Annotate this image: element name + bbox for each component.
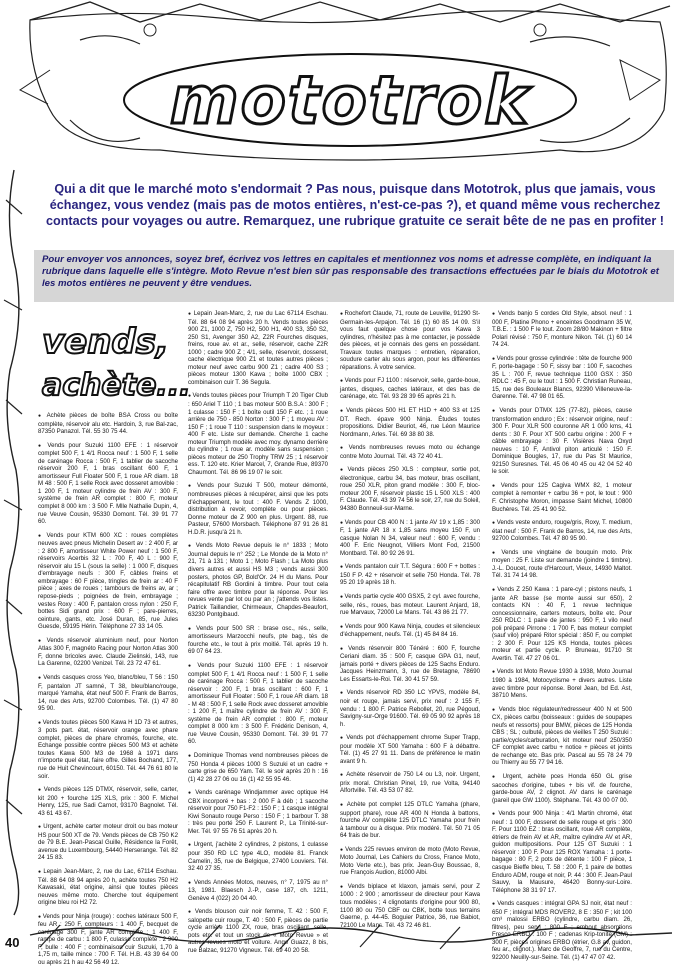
- classified-ad: ● Vends pour KTM 600 XC : roues complètes neuves avec pneus Michelin Desert av : 2 400 F, ar : 2 800 F, amortisseur White Power neuf : 1 500 F, réservoirs Acerbis 32 L : 700 F, 40 L : 900 F, réservoir alu 15 L (sous la selle) : 1 000 F, disques d'embrayage neufs : 300 F, câbles freins et embrayage : 60 F pièce, tringles de frein ar : 40 F pièce ; axes de roues ; tambours de freins av, ar ; repose-pieds ; poignées de frein, embrayage ; vestes Roxy : 400 F, pantalon cross nylon : 250 F, bottes Sidi grand prix : 600 F ; pare-pierres, ceinture, gants, etc. José Duran, 85, rue Jules Guesde, 59195 Hérin. Téléphone 27 33 14 05.: [38, 532, 178, 631]
- logo-wordmark: mototrok: [169, 61, 531, 139]
- classified-ad: ● Vends blouson cuir noir femme, T. 42 : 500 F, salopette cuir rouge, T. 40 : 500 F, pièces de partie cycle arrière 1100 ZX, roue, bras oscillant, selle, pots etc. et tout un stock de « Moto Revue » et autres revues moto et voiture. Ange Guazz, 8 bis, rue Balzac, 91270 Vigneux. Tél. 69 40 20 58.: [188, 908, 328, 954]
- classified-ad: ● Vends pour Suzuki 1100 EFE : 1 réservoir complet 500 F, 1 4/1 Rocca neuf : 1 500 F, 1 selle de carénage Rocca : 500 F, 1 tablier de sacoche réservoir 200 F, 1 bras oscillant 600 F, 1 amortisseur Full Floater 500 F, 1 roue AR diam. 18 M 48 : 500 F, 1 selle Rock avec dosseret amovible : 1 200 F, 1 moteur cylindre de frein AV : 300 F, système de frein AR complet : 800 F, moteur complet 8 000 km : 3 500 F. Mlle Nathalie Dupin, 4, rue Veuve Cousin, 95330 Domont. Tél. 39 91 77 60.: [38, 442, 178, 526]
- classified-ad: ● Vends pour 900 Ninja : 4/1 Martin chromé, état neuf : 1 000 F, dosseret de selle rouge et gris : 300 F. Pour 1100 EZ : bras oscillant, roue AR complète, étriers de frein AV et AR, maître cylindre AV et AR, guidon multipositions. Pour 125 GT Suzuki : 1 réservoir : 100 F. Pour 125 ROX Yamaha : 1 porte-bagage : 80 F, 2 pots de détente : 100 F pièce, 1 casque Bieffe bleu, T. 58 : 200 F, 1 paire de bottes Enduro ADM, rouge et noir, P. 44 : 300 F. Jean-Paul Sauvy, la Mausure, 46420 Bonny-sur-Loire. Téléphone 38 31 97 17.: [492, 810, 632, 894]
- classifieds-column-4: [492, 310, 632, 962]
- classified-ad: ● Vends une vingtaine de bouquin moto. Prix moyen : 25 F. Liste sur demande (joindre 1 timbre). J.-L. Doucet, route d'Harcourt, Vieux, 14930 Maltot. Tél. 31 74 14 98.: [492, 549, 632, 580]
- classified-ad: ● Lepain Jean-Marc, 2, rue du Lac 67114 Eschau. Tél. 88 64 08 94 après 20 h. Vends toutes pièces 900 Z1, 1000 Z, 750 H2, 500 H1, 400 S3, 350 S2, 250 S1, Avenger 350 A2, Z2R Fourches disques, freins, roue av. et ar., selle, réservoir, cache Z2R 1000 ; cadre 900 Z ; 4/1, selle, réservoir, dosseret, cache électrique 900 Z1 et toutes autres pièces ; moteur neuf avec carbu 900 Z1 ; cadre 400 S3 ; pièces moteur 1300 Kawa ; boîte 1000 CBX ; combinaison cuir T. 36 Segula.: [188, 310, 328, 386]
- decorative-frame-left: [0, 0, 26, 958]
- classified-ad: ● Vends Moto Revue depuis le n° 1833 ; Moto Journal depuis le n° 252 ; Le Monde de la Moto n° 21, 71 à 131 ; Moto 1 ; Moto Flash ; La Moto plus divers autres et aussi HS M3 ; vends aussi 300 posters, photos GP, Bold'Or. 24 H du Mans. Pour récapitulatif RB Gordini à timbre. Pour tout cela faire offre avec timbre pour la réponse. Pour les revues vente par lot ou par an ; j'attends vos listes. Patrick Taillandier, Chirmeaux, Chapdes-Beaufort, 63230 Pontgibaud.: [188, 542, 328, 618]
- classified-ad: ● Vends pour FJ 1100 : réservoir, selle, garde-boue, jantes, disques, caches latéraux, et des bas de carénage, etc. Tél. 93 28 39 65 après 21 h.: [340, 377, 480, 401]
- classified-ad: ● Vends pièces 125 DTMX, réservoir, selle, carter, kit 200 + fourche 125 XLS, prix : 300 F. Michel Henry, 125, rue Sadi Carnot, 93170 Bagnolet. Tél. 43 61 43 67.: [38, 786, 178, 817]
- classified-ad: ● Vends toutes pièces pour Triumph T 20 Tiger Club : 650 Ariel T 110 ; 1 bas moteur 500 B.S.A : 300 F ; 1 culasse : 150 F ; 1 boîte outil 150 F etc. ; 1 roue arrière de 750 - 850 Norton : 300 F ; 1 moyeu AV : 150 F ; 1 roue T 110 : suspension dans le moyeux : 400 F etc. Liste sur demande. Cherche 1 cache moteur Triumph modèle avec moy. dynamo derrière du cylindre ; 1 roue ar. modèle sans suspension ; pièces moteur de 250 Trophy TRW 25 ; 1 réservoir ess. T. 120 etc. Krier Marcel, 7, Grande Rue, 89370 Chaumont. Tél. 86 96 19 07 le soir.: [188, 392, 328, 476]
- classified-ad: ● Vends Z 250 Kawa : 1 pare-cyl ; pistons neufs, 1 jante AR basse (se monte aussi sur 650), 2 contacts KN : 40 F, 1 revue technique concessionnaire, carters moteurs, boîte etc. Pour 250 RDLC : 1 paire de jantes : 950 F, 1 vilo neuf poli préparé Pirrone : 1 700 F, bas moteur complet (sauf vilo) préparé Ritor spécial : 850 F, ou complet : 2 300 F. Pour 125 KS Honda, toutes pièces moteur et partie cycle. P. Bruneau, 91710 St Avertin. Tél. 47 27 06 01.: [492, 586, 632, 662]
- classified-ad: ● Vends pour 500 SR : brase osc., rés., selle, amortisseurs Marzocchi neufs, pte bag., tés de fourche etc., le tout à prix moitié. Tél. après 19 h. 69 07 64 23.: [188, 625, 328, 656]
- classifieds-column-1: [38, 412, 178, 966]
- classified-ad: ● Vends biplace et klaxon, jamais servi, pour Z 1000 : 2 900 ; amortisseur de directeur pour Kawa tous modèles ; 4 clignotants d'origine pour 900 80, 1100 80 ou 750 CBF ou CBK, botte tous terrains Gaerne, p. 44-45. Boguier Patrice, 36, rue Babiot, 72100 Le Mans. Tél. 43 72 46 81.: [340, 883, 480, 929]
- classified-ad: ● Vends réservoir 800 Ténéré : 600 F, fourche Ceriani diam. 35 : 500 F, casque GPA G1, neuf, jamais porté + divers pièces de 125 Sachs Enduro. Jacques Heinzmann, 3, rue de Bretagne, 78690 Les Essarts-le-Roi. Tél. 30 41 57 59.: [340, 645, 480, 684]
- classified-ad: ● Urgent, achète carter moteur droit ou bas moteur HS pour 500 XT de 79. Vends pièces de CB 750 K2 de 79 B.E. Jean-Pascal Guille, Résidence la Forêt, avenue du Luxembourg, 54440 Herserange. Tél. 82 24 15 83.: [38, 823, 178, 862]
- mototrok-logo: [120, 50, 580, 150]
- classified-ad: ● Vends pour CB 400 N : 1 jante AV 19 x 1,85 : 300 F, 1 jante AR 18 x 1,85 sans moyeu 150 F, un casque Nolan N 34, valeur neuf : 600 F, vendu : 400 F. Eric Neugnot, Villiers Mont Fod, 21500 Montbard. Tél. 80 92 26 91.: [340, 519, 480, 558]
- classifieds-column-2: [188, 310, 328, 955]
- classified-ad: ● Dominique Thomas vend nombreuses pièces de 750 Honda 4 pièces 1000 S Suzuki et un cadre + carte grise de 650 Yam. Tél. le soir après 20 h : 16 (1) 42 28 27 06 ou 16 (1) 42 55 95 46.: [188, 752, 328, 783]
- classified-ad: ● Vends partie cycle 400 GSX5, 2 cyl. avec fourche, selle, rés., roues, bas moteur. Laurent Anjard, 18, rue Marvaux, 72000 Le Mans. Tél. 43 86 21 77.: [340, 593, 480, 617]
- classified-ad: ● Vends casques : intégral GPA SJ noir, état neuf : 650 F ; intégral MDS ROVER2, 8 E : 350 F ; kit 100 cm³ malossi ERBO (cylindre, carbu diam. 26, filtres), peu servi : 800 F ; embout absorptions Fresco ERBO : 100 F ; cadenas Krip-tonite (GM) : 300 F, pièces origines ERBO (étrier, G.8 av, guidon, feu ar., clignot.). Marc de Geoffre, 7, rue du Centre, 92200 Neuilly-sur-Seine. Tél. (1) 47 47 07 42.: [492, 900, 632, 961]
- classified-ad: ● Vends 225 revues environ de moto (Moto Revue, Moto Journal, Les Cahiers du Cross, France Moto, Moto Verte etc.), bas prix. Jean-Guy Boussac, 8, rue François Audion, 81000 Albi.: [340, 846, 480, 877]
- classified-ad: ● Vends casques cross Yeo, blanc/bleu, T 56 : 150 F, pantalon JT samné, T 38, bleu/blanc/rouge, marqué Yamaha, état neuf 500 F. Frank de Barros, 14, rue des Arts, 92700 Colombes. Tél. (1) 47 80 95 90.: [38, 674, 178, 713]
- classified-ad: ● Achète pièces de boîte BSA Cross ou boîte complète, réservoir alu etc. Hardoin, 3, rue Bal-zac, 87350 Panazol. Tél. 55 30 75 44.: [38, 412, 178, 436]
- classified-ad: ● Vends pour Ninja (rouge) : coches latéraux 500 F, feu AR : 250 F, compteurs : 1 400 F, becquet de carénage 300 F, jante AR complète : 1 400 F, rampe de carbu : 1 800 F, culasse complète : 2 900 F, bulle : 400 F ; combinaison cuir Suzuki, 1,70 à 1,75 m, taille mince : 700 F. Tél. H.B. 43 39 64 00 ou après 21 h au 42 56 49 12.: [38, 913, 178, 967]
- classified-ad: ● Lepain Jean-Marc, 2, rue du Lac, 67114 Eschau. Tél. 88 64 08 94 après 20 h, achète toutes 750 H2 Kawasaki, état origine, ainsi que toutes pièces neuves même moto. Cherche tout équipement origine bleu roi H2 72.: [38, 868, 178, 907]
- intro-text: Qui a dit que le marché moto s'endormait ? Pas nous, puisque dans Mototrok, plus que jamais, vous échangez, vous vendez (mais pas de motos entières, n'est-ce-pas ?), et quand même vous recherchez contacts pour voyages ou autre. Remarquez, une rubrique gratuite ce serait bête de ne pas en profiter !: [46, 182, 664, 228]
- classified-ad: ● Vends toutes pièces 500 Kawa H 1D 73 et autres, 3 pots part. état, réservoir orange avec phare complet, pièces de phare chromés, fourche, etc. Echange possible contre pièces 500 M3 et achète toutes Kawa 500 M3 de 1968 à 1971 dans n'importe quel état, faire offre. Gilles Bochand, 177, rue de Huit Chevincourt, 60150. Tél. 44 76 61 80 le soir.: [38, 719, 178, 780]
- classified-ad: ● Urgent, j'achète 2 cylindres, 2 pistons, 1 culasse pour 350 RD LC type 4LO, modèle 81. Franck Camelin, 35, rue de Belgique, 27400 Louviers. Tél. 32 40 27 35.: [188, 841, 328, 872]
- classifieds-column-3: [340, 310, 480, 929]
- classified-ad: ● Vends Années Motos, neuves, n° 7, 1975 au n° 13, 1981. Blaesch J.-P., case 187, ch. 1211, Genève 4 (022) 20 04 40.: [188, 879, 328, 903]
- section-title-line-1: vends,: [42, 322, 169, 362]
- classified-ad: ● Vends pour Suzuki T 500, moteur démonté, nombreuses pièces à récupérer, ainsi que les pots d'échappement, le tout : 400 F. Vends Z 1000, distribution à revoir, complète ou pour pièces. Donne moteur de Z 900 en plus. Urgent. 88, rue Pasteur, 57600 Morsbach. Téléphone 87 91 26 81 H.D.R. jusqu'à 21 h.: [188, 482, 328, 536]
- classified-ad: ● Vends veste enduro, rouge/gris, Roxy, T. medium, état neuf : 500 F. Frank de Barros, 14, rue des Arts, 92700 Colombes. Tél. 47 80 95 90.: [492, 519, 632, 543]
- classified-ad: ● Vends réservoir RD 350 LC YPVS, modèle 84, noir et rouge, jamais servi, prix neuf : 2 155 F, vendu : 1 800 F. Patrice Rebollet, 20, rue Pégoud, Savigny-sur-Orge 91600. Tél. 69 05 90 92 après 18 h.: [340, 689, 480, 728]
- classified-ad: ● Vends nombreuses revues moto ou échange contre Moto Journal. Tél. 43 72 40 41.: [340, 444, 480, 460]
- classified-ad: ● Achète pot complet 125 DTLC Yamaha (phare, support phare), roue AR 400 N Honda à battons, fourche AV complète 125 DTLC Yamaha pour frein à tambour ou à disque. Prix modéré. Tél. 50 71 05 64 frais de bur.: [340, 801, 480, 840]
- section-title-line-2: achète...: [42, 368, 191, 403]
- classified-ad: ● Vends pièces 250 XLS : compteur, sortie pot, électronique, carbu 34, bas moteur, bras oscillant, roue 250 XLR, piton grand modèle : 300 F, bloc-moteur 200 F, réservoir plastic 15 L 500 XLS : 400 F. Claude. Tél. 43 39 74 56 le soir, 27, rue du Soleil, 94380 Bonneuil-sur-Marne.: [340, 466, 480, 512]
- classified-ad: ● Vends bloc régulateur/redresseur 400 N et 500 CX, pièces carbu (boisseaux : guides de soupapes neufs et ressorts) pour BMW, pièces de 125 Honda CBS ; SL ; culbuté, pièces de vieilles T 250 Suzuki : partie/cycles/carburation, kit moteur neuf 250/350 CF complet avec carbu + notice + pièces et joints de rechange etc. Bas prix. Pascal au 55 78 24 79 ou Thierry au 55 77 94 16.: [492, 706, 632, 767]
- classified-ad: ● Vends réservoir aluminium neuf, pour Norton Atlas 300 F, magnéto Racing pour Norton Atlas 300 F, donne bricoles avec. Claude Zielinski, 143, rue La Garenne, 02200 Venizel. Tél. 23 72 47 61.: [38, 637, 178, 668]
- submission-notice: Pour envoyer vos annonces, soyez bref, écrivez vos lettres en capitales et mentionnez vos noms et adresse complète, en indiquant la rubrique dans laquelle elle s'intègre. Moto Revue n'est bien sûr pas responsable des transactions effectuées par le biais du Mototrok et les motos entières ne peuvent y être vendues.: [34, 250, 674, 302]
- classified-ad: ● Vends pour DTMX 125 (77-82), pièces, cause transformation enduro ; Ex : réservoir origine, neuf : 300 F. Pour XLR 500 couronne AR 1 000 kms, 41 dents : 30 F. Pour XT 500 carbu origine : 200 F + câble embrayage : 30 F. Visières Nava Oxyd neuves : 10 F, Antivol piton articulé : 150 F. Dominique Bougles, 17, rue du Pas St Maurice, 92150 Suresnes. Tél. 45 06 40 45 ou 42 04 52 40 le soir.: [492, 407, 632, 476]
- classified-ad: ● Rochefort Claude, 71, route de Leuville, 91290 St-Germain-les-Arpajon. Tél. 16 (1) 60 85 14 09. S'il vous faut quelque chose pour vos Kawa 3 cylindres, n'hésitez pas à me contacter, je possède des pièces, et je connais des gens en possédant. Travaux toutes marques : entretien, réparation, soudure carter alu sous argon, pour les différentes réparations. À votre service.: [340, 310, 480, 371]
- classified-ad: ● Vends pantalon cuir T.T. Ségura : 600 F + bottes : 150 F P. 42 + réservoir et selle 750 Honda. Tél. 78 95 20 19 après 18 h.: [340, 563, 480, 587]
- section-title-vends-achete: [38, 313, 191, 405]
- classified-ad: ● Vends pour Suzuki 1100 EFE : 1 réservoir complet 500 F, 1 4/1 Rocca neuf : 1 500 F, 1 selle de carénage Rocca : 500 F, 1 tablier de sacoche réservoir : 200 F, 1 bras oscillant : 600 F, 1 amortisseur Full Floater : 500 F, 1 roue AR diam. 18 - M 48 : 500 F, 1 selle Rock avec dosseret amovible : 1 200 F, 1 maître cylindre de frein AV : 300 F, système de frein AR complet : 800 F, moteur complet 8 000 km : 3 500 F. Frédéric Denison, 4, rue Veuve Cousin, 95330 Domont. Tél. 39 91 77 60.: [188, 662, 328, 746]
- classified-ad: ● Vends pièces 500 H1 ET H1D + 400 S3 et 125 DT. Rech. épave 900 Ninja. Études toutes propositions. Didier Beuriot, 46, rue Léon Maurice Nordmann, Arles. Tél. 69 38 80 38.: [340, 407, 480, 438]
- classified-ad: ● Vends pour 125 Cagiva WMX 82, 1 moteur complet à remonter + carbu 36 + pot, le tout : 900 F. Christophe Moron, impasse Saint Michel, 10800 Buchères. Tél. 25 41 90 52.: [492, 482, 632, 513]
- page-number: 40: [5, 935, 20, 950]
- classified-ad: ● Urgent, achète pces Honda 650 GL grise sacoches d'origine, tubes + bis vif. de fourche, garde-boue AV, 2 clignot. AV dans le carénage (pareil que GW 1100). Stéphane. Tél. 43 00 07 00.: [492, 773, 632, 804]
- classified-ad: ● Vends pour grosse cylindrée : tête de fourche 900 F, porte-bagage : 50 F, sissy bar : 100 F, sacoches 35 L : 700 F, revue technique 1100 GSX : 350 RDLC : 45 F, ou le tout : 1 500 F. Christian Runeau, 15, rue des Bouleaux Blancs, 92390 Villeneuve-la-Garenne. Tél. 47 98 01 65.: [492, 355, 632, 401]
- classified-ad: ● Vends pot d'échappement chrome Super Trapp, pour modèle XT 500 Yamaha : 600 F à débattre. Tél. (1) 45 27 91 11. Dans de préférence le matin avant 9 h.: [340, 734, 480, 765]
- classified-ad: ● Vends carénage Windjammer avec optique H4 CBX incorporé + bas : 2 000 F à déb ; 1 sacoche réservoir pour 750 F1-F2 : 150 F ; 1 casque intégral Kiwi Sonauto rouge Perso : 150 F ; 1 barbour T. 38 : très peu porté 250 F. Laurent P., La Trinité-sur-Mer. Tél. 97 55 76 51 après 20 h.: [188, 789, 328, 835]
- classified-ad: ● Vends banjo 5 cordes Old Style, absol. neuf : 1 000 F, Platine Phono + enceintes Goodmann 35 W, T.B.E. : 1 500 F le tout. Zoom 28/80 Makinon + filtre Polari révisé : 750 F, monture Nikon. Tél. (1) 60 14 74 24.: [492, 310, 632, 349]
- classified-ad: ● Vends lot Moto Revue 1930 à 1938, Moto Journal 1980 à 1984, Motocyclisme + divers autres. Liste avec timbre pour réponse. Borel Jean, bd Ed. Ast, 38710 Mens.: [492, 668, 632, 699]
- classified-ad: ● Achète réservoir de 750 L4 ou L3, noir. Urgent, prix moral. Christian Pinel, 19, rue Volta, 94140 Alfortville. Tél. 43 53 07 82.: [340, 771, 480, 795]
- classified-ad: ● Vends pour 900 Kawa Ninja, coudes et silencieux d'échappement, neufs. Tél. (1) 45 84 84 16.: [340, 623, 480, 639]
